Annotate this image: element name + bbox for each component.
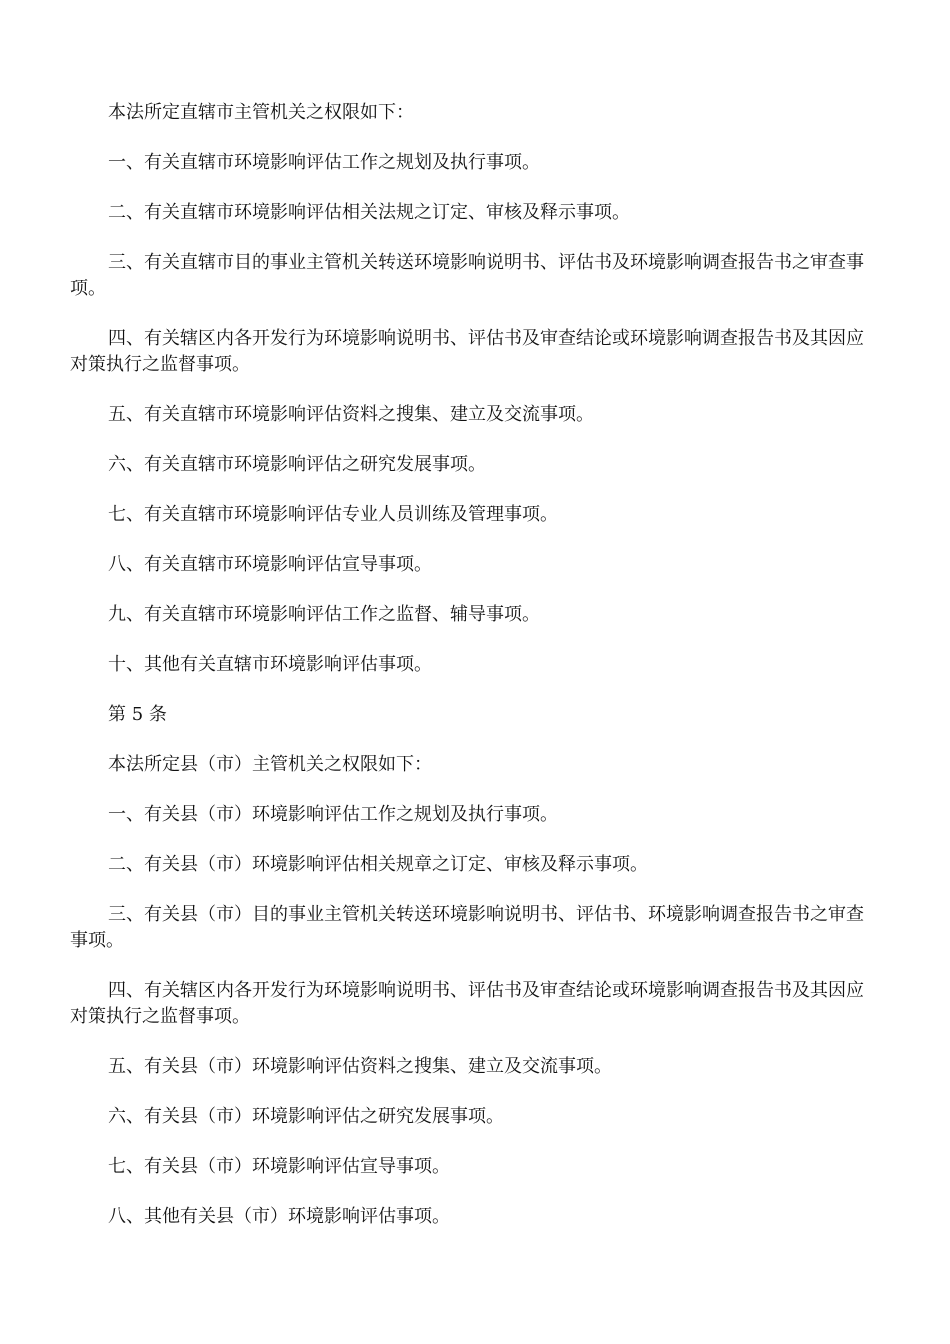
paragraph-item-5: 五、有关直辖市环境影响评估资料之搜集、建立及交流事项。 bbox=[108, 404, 594, 425]
paragraph-item-10: 十、其他有关直辖市环境影响评估事项。 bbox=[108, 654, 432, 675]
paragraph-county-item-7: 七、有关县（市）环境影响评估宣导事项。 bbox=[108, 1156, 450, 1177]
paragraph-county-item-8: 八、其他有关县（市）环境影响评估事项。 bbox=[108, 1206, 450, 1227]
paragraph-intro-county: 本法所定县（市）主管机关之权限如下： bbox=[108, 754, 432, 775]
paragraph-intro-municipality: 本法所定直辖市主管机关之权限如下： bbox=[108, 102, 414, 123]
paragraph-item-3: 三、有关直辖市目的事业主管机关转送环境影响说明书、评估书及环境影响调查报告书之审查事项。 bbox=[70, 252, 864, 299]
paragraph-county-item-1: 一、有关县（市）环境影响评估工作之规划及执行事项。 bbox=[108, 804, 558, 825]
paragraph-item-6: 六、有关直辖市环境影响评估之研究发展事项。 bbox=[108, 454, 486, 475]
paragraph-item-4: 四、有关辖区内各开发行为环境影响说明书、评估书及审查结论或环境影响调查报告书及其因应对策执行之监督事项。 bbox=[70, 328, 864, 375]
paragraph-county-item-6: 六、有关县（市）环境影响评估之研究发展事项。 bbox=[108, 1106, 504, 1127]
paragraph-county-item-5: 五、有关县（市）环境影响评估资料之搜集、建立及交流事项。 bbox=[108, 1056, 612, 1077]
document-body bbox=[70, 100, 878, 1254]
paragraph-item-1: 一、有关直辖市环境影响评估工作之规划及执行事项。 bbox=[108, 152, 540, 173]
article-heading: 第 5 条 bbox=[108, 704, 167, 725]
paragraph-item-9: 九、有关直辖市环境影响评估工作之监督、辅导事项。 bbox=[108, 604, 540, 625]
paragraph-county-item-2: 二、有关县（市）环境影响评估相关规章之订定、审核及释示事项。 bbox=[108, 854, 648, 875]
paragraph-item-7: 七、有关直辖市环境影响评估专业人员训练及管理事项。 bbox=[108, 504, 558, 525]
paragraph-county-item-3: 三、有关县（市）目的事业主管机关转送环境影响说明书、评估书、环境影响调查报告书之审查事项。 bbox=[70, 904, 864, 951]
paragraph-county-item-4: 四、有关辖区内各开发行为环境影响说明书、评估书及审查结论或环境影响调查报告书及其因应对策执行之监督事项。 bbox=[70, 980, 864, 1027]
paragraph-item-8: 八、有关直辖市环境影响评估宣导事项。 bbox=[108, 554, 432, 575]
paragraph-item-2: 二、有关直辖市环境影响评估相关法规之订定、审核及释示事项。 bbox=[108, 202, 630, 223]
